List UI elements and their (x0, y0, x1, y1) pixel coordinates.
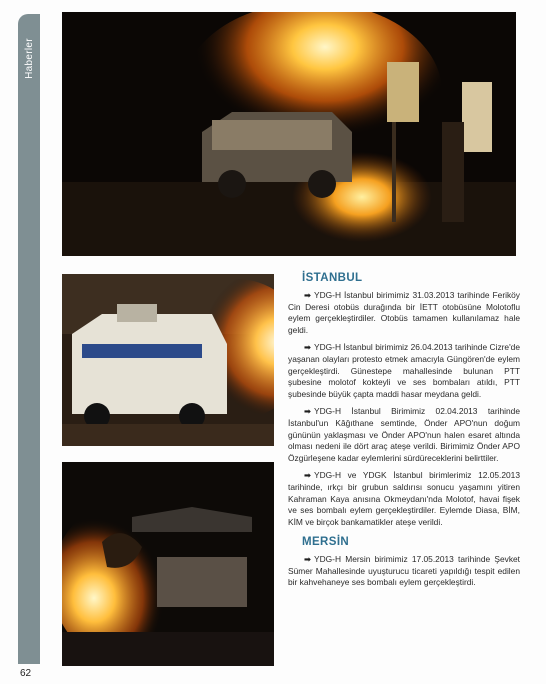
section-title-istanbul: İSTANBUL (302, 272, 363, 284)
arrow-icon: ➡ (304, 342, 312, 353)
section-title-mersin: MERSİN (302, 536, 350, 549)
paragraph: ➡ YDG-H Mersin birimimiz 17.05.2013 tarihinde Şevket Sümer Mahallesinde uyuşturucu ticareti yapıldığı tespit edilen bir kahvehaneye ses bombalı eylem gerçekleştirdi. (288, 554, 520, 588)
section-side-tab (18, 14, 40, 664)
arrow-icon: ➡ (304, 470, 312, 481)
photo-armored-vehicle-fire-street (62, 274, 274, 446)
photo-vehicle-burning-night (62, 462, 274, 666)
arrow-icon: ➡ (304, 406, 312, 417)
section-istanbul (288, 272, 520, 528)
arrow-icon: ➡ (304, 290, 312, 300)
side-tab-label (18, 18, 40, 98)
paragraph: ➡ YDG-H İstanbul birimimiz 31.03.2013 tarihinde Feriköy Cin Deresi otobüs durağında bir İETT otobüsüne Molotoflu eylem gerçekleştirdiler. Otobüs tamamen kullanılamaz hale geldi. (288, 290, 520, 335)
paragraph: ➡ YDG-H İstanbul Birimimiz 02.04.2013 tarihinde İstanbul'un Kâğıthane semtinde, Önder APO'nun doğum gününün yaklaşması ve Önder APO'nun halen esaret altında olması nedeni ile dört araç ateşe verildi. Birimimiz Önder APO Özgürleşene kadar eylemlerini sürdüreceklerini belirttiler. (288, 406, 520, 463)
section-mersin (288, 536, 520, 589)
paragraph: ➡ YDG-H ve YDGK İstanbul birimlerimiz 12.05.2013 tarihinde, ırkçı bir grubun saldırısı sonucu yaşamını yitiren Kahraman Kaya anısına Okmeydanı'nda Molotof, havai fişek ve ses bombalı eylem gerçekleştirdiler. Eylemde Diasa, BİM, KİM ve birçok bankamatikler ateşe verildi. (288, 470, 520, 527)
paragraph: ➡ YDG-H İstanbul birimimiz 26.04.2013 tarihinde Cizre'de yaşanan olayları protesto etmek amacıyla Güngören'de eylem gerçekleştirdi. Günestepe mahallesinde bulunan PTT şubesine molotof kokteyli ve ses bombaları atıldı, PTT şubesinde büyük çapta maddi hasar meydana geldi. (288, 342, 520, 399)
arrow-icon: ➡ (304, 554, 312, 565)
article-text-column (288, 272, 520, 595)
page-number: 62 (20, 668, 32, 679)
photo-armored-vehicle-fire-night (62, 12, 516, 256)
side-tab-text: Haberler (23, 37, 35, 79)
